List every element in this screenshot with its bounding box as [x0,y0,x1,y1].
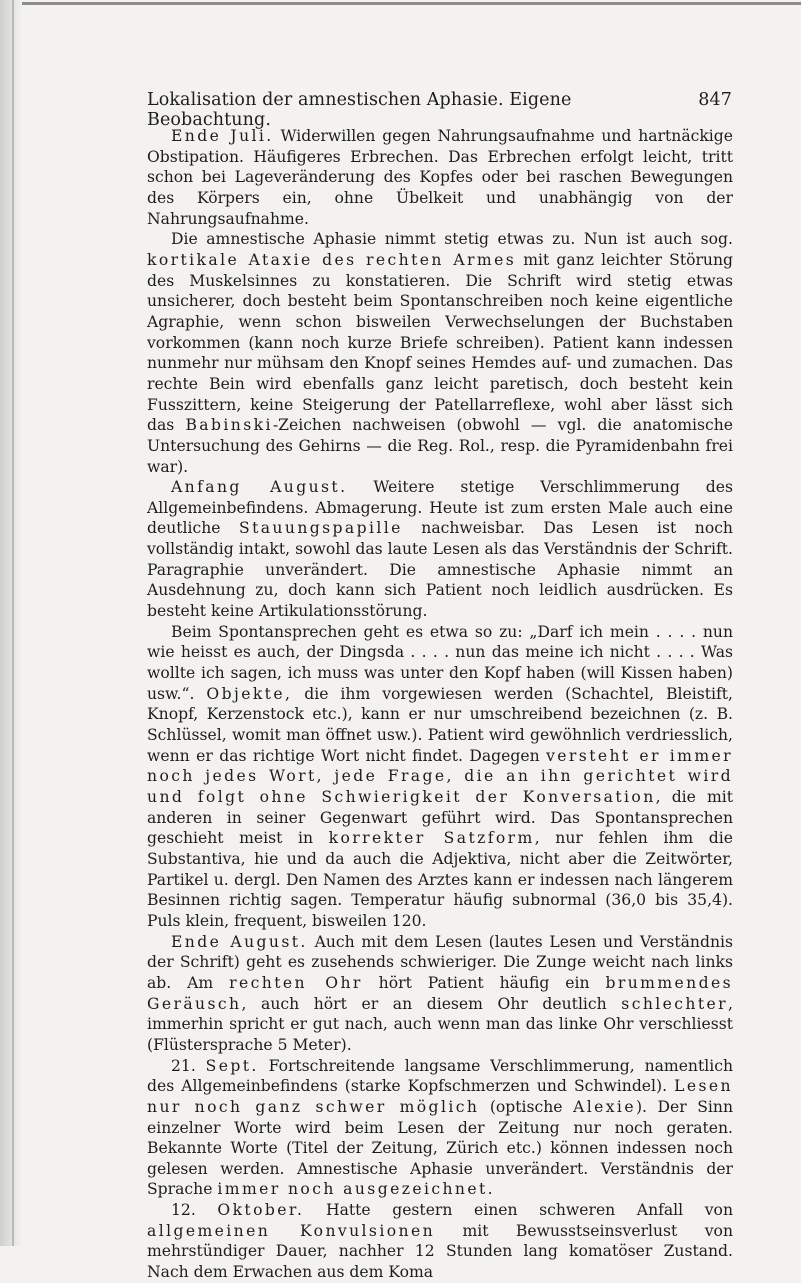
text-run: nachweisbar. Das Lesen ist noch vollständig intakt, sowohl das laute Lesen als das Verständnis der Schrift. Paragraphie unverändert. Die amnestische Aphasie nimmt an Ausdehnung zu, doch kann sich Patient noch leidlich ausdrücken. Es besteht keine Artikulationsstörung. [147,519,733,621]
spaced-emphasis: Alexie [573,1097,636,1116]
text-run: 12. [171,1201,218,1220]
book-gutter-edge [0,0,22,1246]
running-header [147,90,732,130]
spaced-emphasis: rechten Ohr [229,973,363,992]
paragraph [147,477,733,622]
body-text [147,126,733,1283]
spaced-emphasis: brummendes Geräusch [147,973,733,1013]
spaced-emphasis: Anfang August. [171,478,348,497]
text-run: , auch hört er an diesem Ohr deutlich [241,994,622,1013]
text-run: , immerhin spricht er gut nach, auch wenn man das linke Ohr verschliesst (Flüstersprache 5 Meter). [147,994,733,1054]
text-run: . [487,1180,493,1199]
spaced-emphasis: Lesen nur noch ganz schwer möglich [147,1077,733,1116]
text-run: (optische [479,1097,574,1116]
running-title: Lokalisation der amnestischen Aphasie. Eigene Beobachtung. [147,90,572,130]
text-run: mit Bewusstseinsverlust von mehrstündiger Dauer, nachher 12 Stunden lang komatöser Zustand. Nach dem Erwachen aus dem Koma [147,1221,733,1282]
text-run: Fortschreitende langsame Verschlimmerung, namentlich des Allgemeinbefindens (starke Kopfschmerzen und Schwindel). [147,1056,733,1096]
spaced-emphasis: Babinski [185,416,273,435]
text-run: 21. [171,1056,206,1075]
spaced-emphasis: immer noch ausgezeichnet [217,1180,488,1199]
spaced-emphasis: versteht er immer noch jedes Wort, jede Frage, die an ihn gerichtet wird und folgt ohne Schwierigkeit der Konversation [147,746,733,806]
text-run: Weitere stetige Verschlimmerung des Allgemeinbefindens. Abmagerung. Heute ist zum ersten Male auch eine deutliche [147,478,733,538]
paragraph [147,1200,733,1283]
spaced-emphasis: Objekte, [206,684,293,703]
spaced-emphasis: kortikale Ataxie des rechten Armes [147,250,517,269]
text-run: Auch mit dem Lesen (lautes Lesen und Verständnis der Schrift) geht es zusehends schwieriger. Die Zunge weicht nach links ab. Am [147,932,733,992]
paragraph [147,932,733,1056]
text-run: mit ganz leichter Störung des Muskelsinnes zu konstatieren. Die Schrift wird stetig etwas unsicherer, doch besteht beim Spontanschreiben noch keine eigentliche Agraphie, wenn schon bisweilen Verwechselungen der Buchstaben vorkommen (kann noch kurze Briefe schreiben). Patient kann indessen nunmehr nur mühsam den Knopf seines Hemdes auf- und zumachen. Das rechte Bein wird ebenfalls ganz leicht paretisch, doch besteht kein Fusszittern, keine Steigerung der Patellarreflexe, wohl aber lässt sich das [147,250,733,435]
paragraph [147,622,733,932]
text-run: , die mit anderen in seiner Gegenwart geführt wird. Das Spontansprechen geschieht meist in [147,788,733,848]
text-run: -Zeichen nachweisen (obwohl — vgl. die anatomische Untersuchung des Gehirns — die Reg. Rol., resp. die Pyramidenbahn frei war). [147,416,733,476]
paragraph [147,229,733,477]
page-number: 847 [698,90,732,110]
text-run: hört Patient häufig ein [362,973,606,992]
spaced-emphasis: Ende Juli. [171,127,274,145]
spaced-emphasis: Oktober. [217,1201,305,1220]
paragraph [147,126,733,229]
spaced-emphasis: Stauungspapille [238,519,403,538]
text-run: ). Der Sinn einzelner Worte wird beim Lesen der Zeitung nur noch geraten. Bekannte Worte (Titel der Zeitung, Zürich etc.) können indessen noch gelesen werden. Amnestische Aphasie unverändert. Verständnis der Sprache [147,1097,733,1199]
text-run: die ihm vorgewiesen werden (Schachtel, Bleistift, Knopf, Kerzenstock etc.), kann er nur umschreibend bezeichnen (z. B. Schlüssel, womit man öffnet usw.). Patient wird gewöhnlich verdriesslich, wenn er das richtige Wort nicht findet. Dagegen [147,684,733,765]
spaced-emphasis: korrekter Satzform [328,829,535,848]
book-gutter-line [12,0,14,1246]
spaced-emphasis: allgemeinen Konvulsionen [147,1221,436,1240]
spaced-emphasis: Ende August. [171,932,308,951]
paragraph [147,1056,733,1201]
text-run: Beim Spontansprechen geht es etwa so zu: „Darf ich mein . . . . nun wie heisst es auch, der Dingsda . . . . nun das meine ich nicht . . . . Was wollte ich sagen, ich muss was unter den Kopf haben (will Kissen haben) usw.“. [147,622,733,703]
text-run: Die amnestische Aphasie nimmt stetig etwas zu. Nun ist auch sog. [171,230,733,249]
text-run: Widerwillen gegen Nahrungsaufnahme und hartnäckige Obstipation. Häufigeres Erbrechen. Das Erbrechen erfolgt leicht, tritt schon bei Lageveränderung des Kopfes oder bei raschen Bewegungen des Körpers ein, ohne Übelkeit und unabhängig von der Nahrungsaufnahme. [147,127,733,228]
page-top-rule [0,2,801,5]
spaced-emphasis: Sept. [205,1056,259,1075]
spaced-emphasis: schlechter [621,994,729,1013]
text-run: Hatte gestern einen schweren Anfall von [304,1201,733,1220]
text-run: , nur fehlen ihm die Substantiva, hie und da auch die Adjektiva, nicht aber die Zeitwörter, Partikel u. dergl. Den Namen des Arztes kann er indessen nach längerem Besinnen richtig sagen. Temperatur häufig subnormal (36,0 bis 35,4). Puls klein, frequent, bisweilen 120. [147,829,734,930]
